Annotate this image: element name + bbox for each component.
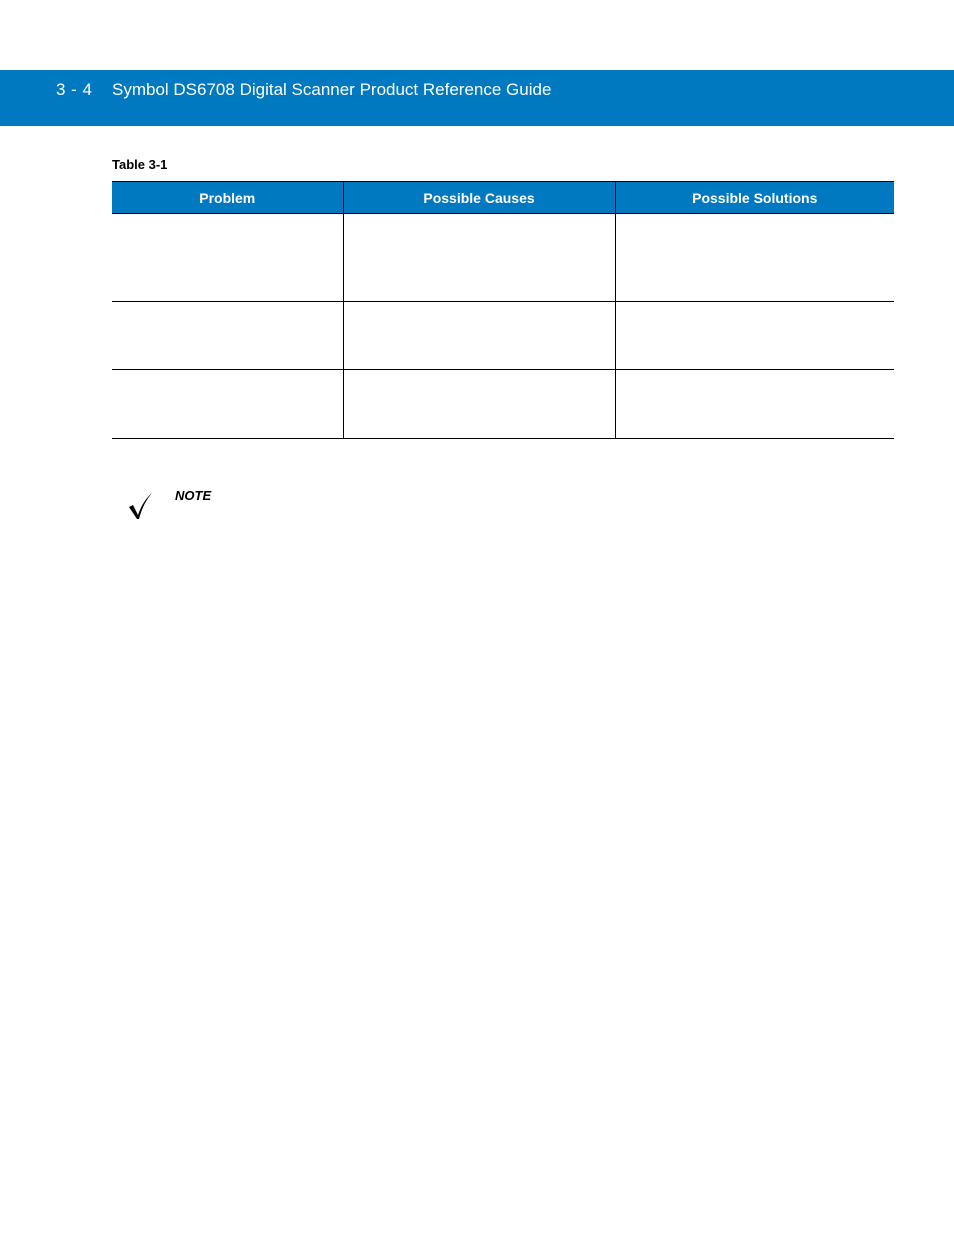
table-cell xyxy=(112,370,343,439)
table-row xyxy=(112,214,894,302)
table-cell xyxy=(615,214,894,302)
table-cell xyxy=(343,370,615,439)
table-cell xyxy=(112,214,343,302)
table-cell xyxy=(343,302,615,370)
checkmark-icon xyxy=(127,492,153,520)
column-header-possible-causes: Possible Causes xyxy=(343,182,615,214)
table-cell xyxy=(615,302,894,370)
table-cell xyxy=(343,214,615,302)
table-cell xyxy=(112,302,343,370)
table-cell xyxy=(615,370,894,439)
page-number: 3 - 4 xyxy=(56,80,93,99)
table-row xyxy=(112,302,894,370)
table-row xyxy=(112,370,894,439)
troubleshooting-table xyxy=(112,181,894,439)
column-header-possible-solutions: Possible Solutions xyxy=(615,182,894,214)
table-header-row xyxy=(112,182,894,214)
note-label: NOTE xyxy=(175,488,212,503)
column-header-problem: Problem xyxy=(112,182,343,214)
table-caption: Table 3-1 xyxy=(112,157,168,172)
document-title: Symbol DS6708 Digital Scanner Product Reference Guide xyxy=(112,80,552,99)
